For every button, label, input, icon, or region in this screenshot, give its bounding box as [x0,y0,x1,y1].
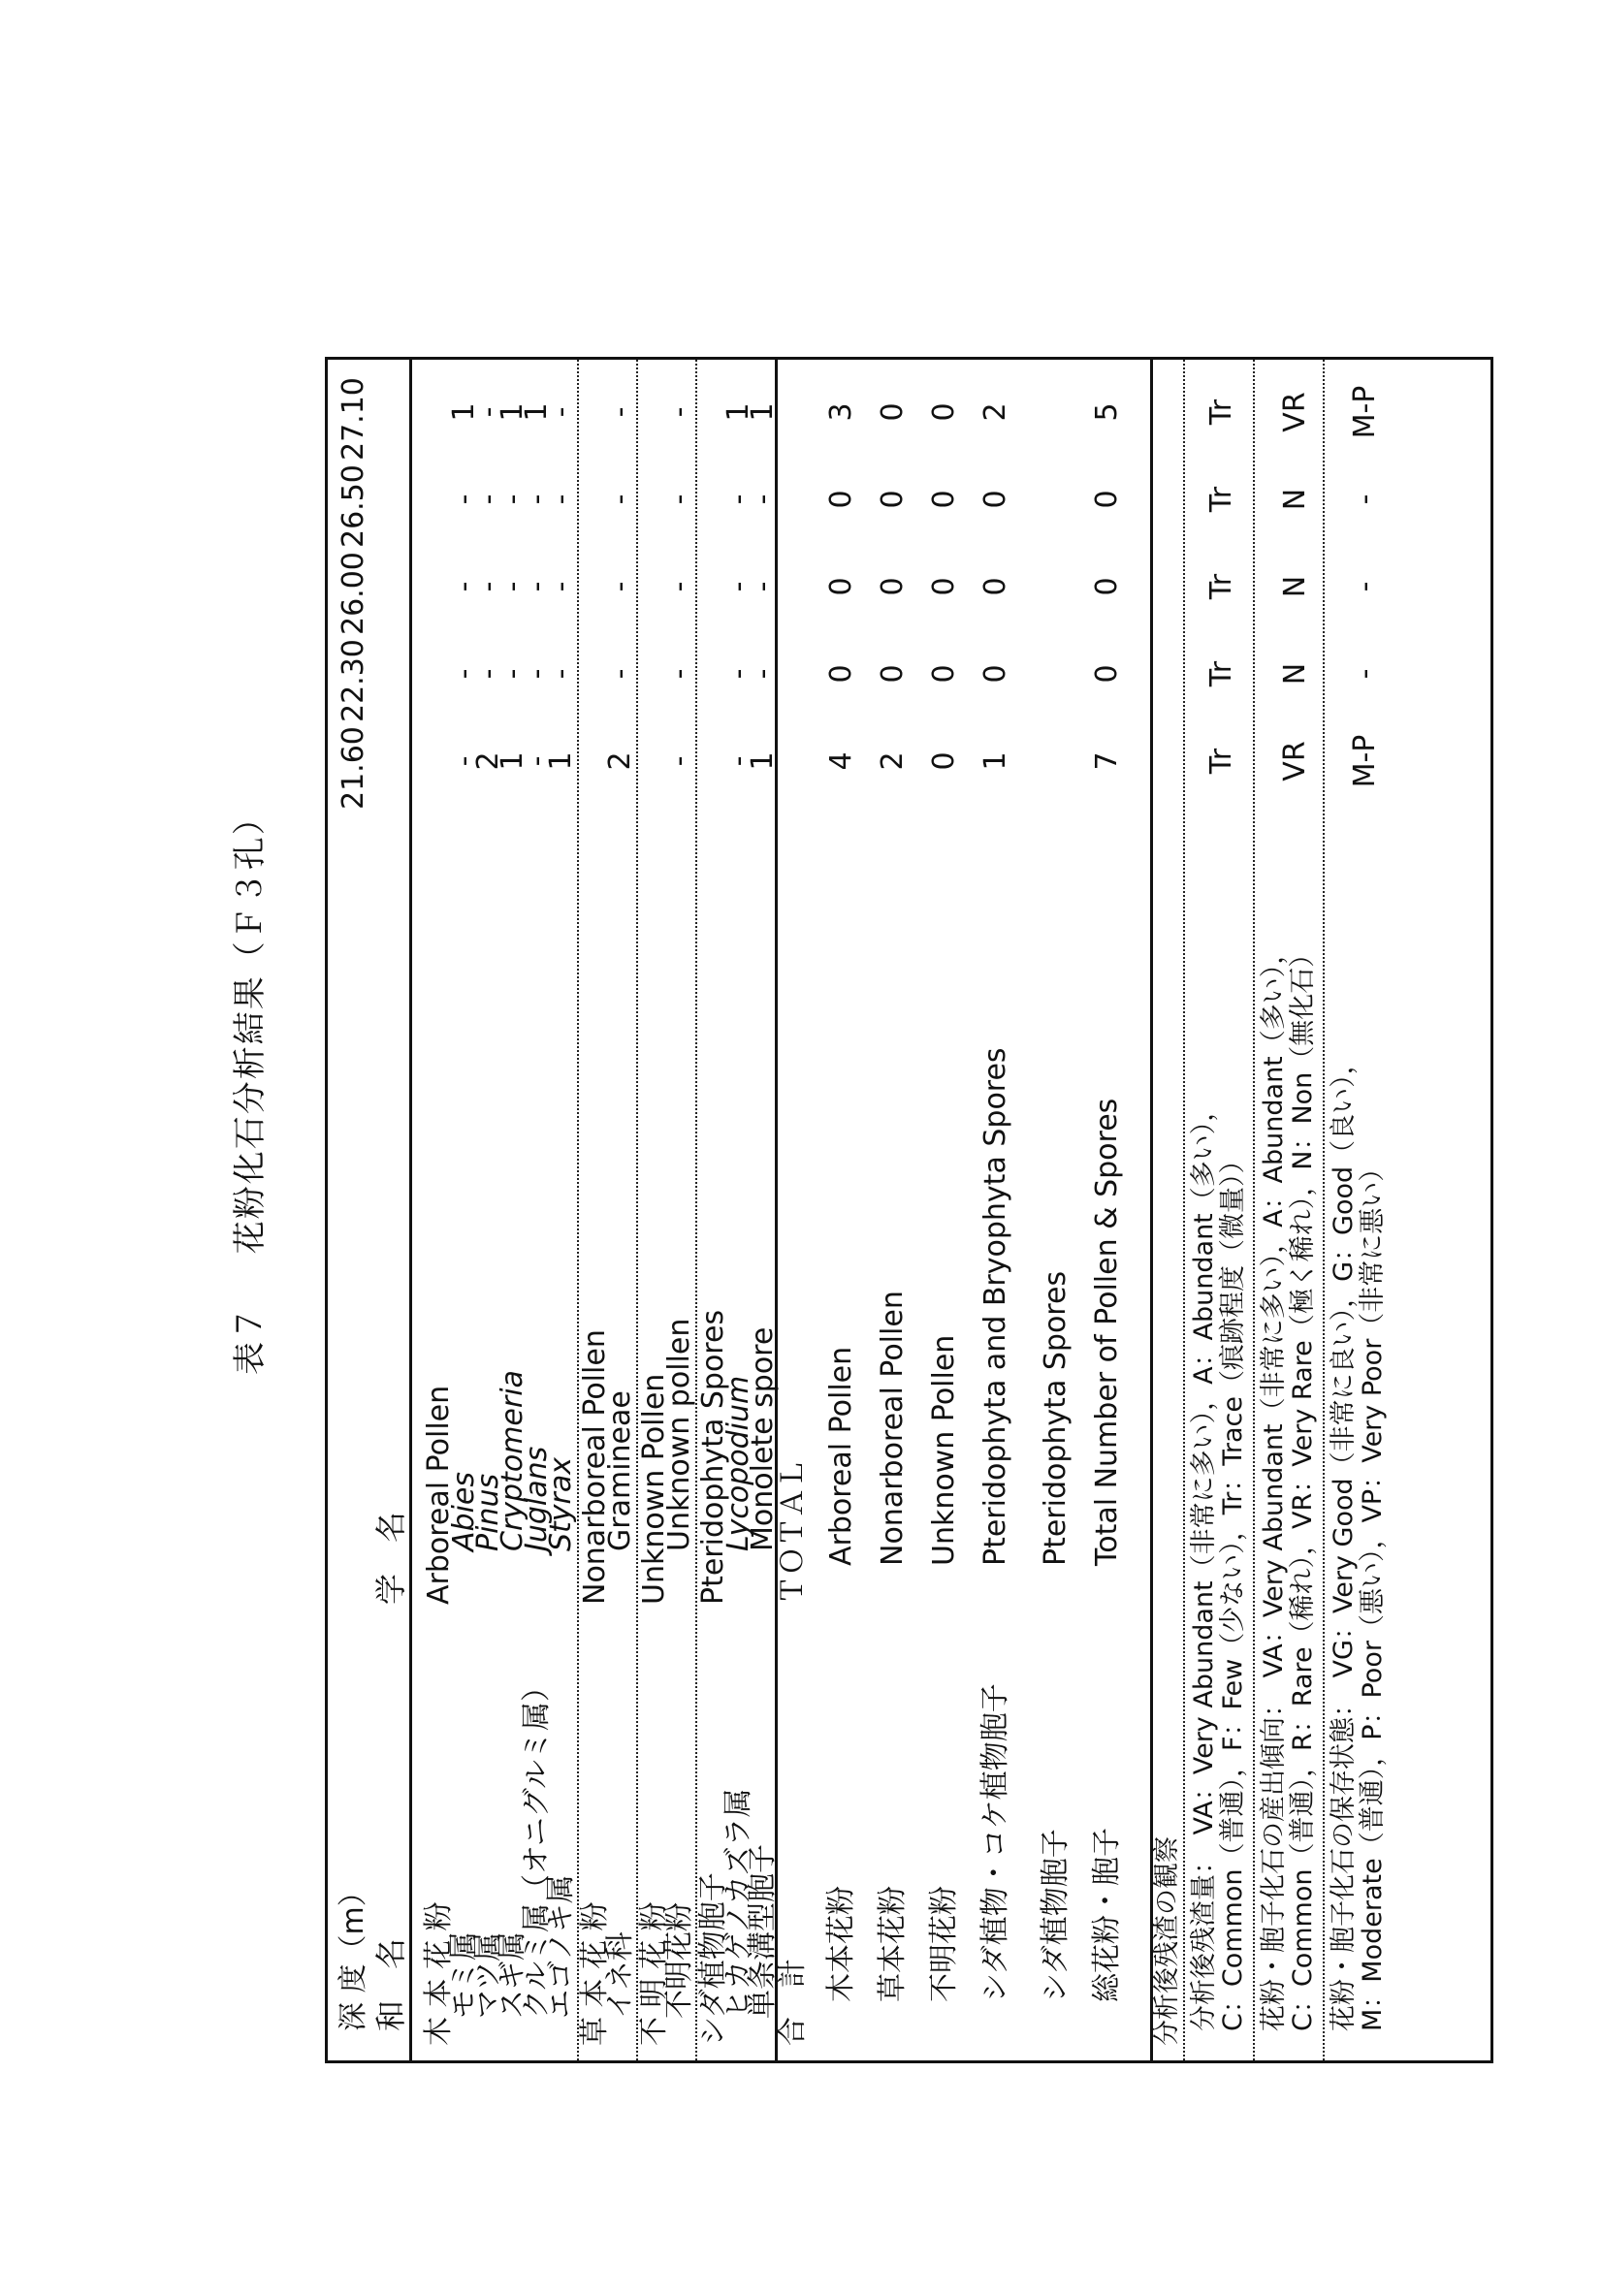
row-sci-name: Pinus [471,1473,505,1551]
total-row-jp-name: 総花粉・胞子 [1090,1828,1124,2002]
row-jp-name: マツ属 [471,1931,505,2019]
observation-value: Tr [1204,399,1238,426]
row-value: - [746,668,780,680]
row-sci-name: Styrax [544,1456,578,1551]
total-row-sci-name: Pteridophyta and Bryophyta Spores [978,1047,1012,1566]
row-value: - [496,581,529,592]
row-value: 1 [447,402,481,422]
row-value: - [447,581,481,592]
dotted-rule [577,360,579,2060]
total-row-value: 7 [1090,751,1124,771]
row-value: - [721,755,755,767]
row-value: - [662,494,696,505]
dotted-rule [1183,360,1185,2060]
total-row-value: 0 [927,664,961,684]
observation-line: 花粉・胞子化石の産出傾向： VA：Very Abundant（非常に多い），A：Abundant（多い）， [1259,938,1289,2031]
row-value: - [496,668,529,680]
row-sci-name: Gramineae [603,1390,637,1551]
observation-value: VR [1278,741,1312,781]
row-jp-name: 単条溝型胞子 [746,1844,780,2019]
section-rule [775,360,778,2060]
row-value: - [496,494,529,505]
row-value: - [544,494,578,505]
total-row-value: 0 [978,490,1012,509]
row-value: - [544,406,578,418]
row-jp-name: イネ科 [603,1931,637,2019]
row-value: - [520,581,554,592]
total-row-value: 0 [1090,490,1124,509]
sci-name-header: 学 名 [372,1511,409,1605]
row-jp-name: 不 明 花 粉 [637,1901,671,2046]
row-jp-name: モミ属 [447,1931,481,2019]
dotted-rule [1323,360,1325,2060]
row-jp-name: エゴノキ属 [544,1874,578,2019]
total-row-value: 0 [927,577,961,596]
dotted-rule [636,360,638,2060]
row-value: - [520,494,554,505]
observation-value: Tr [1204,573,1238,600]
row-jp-name: 不明花粉 [662,1902,696,2019]
row-value: - [662,581,696,592]
row-sci-name: Nonarboreal Pollen [578,1329,612,1605]
total-row-value: 0 [876,577,910,596]
total-row-value: 0 [876,490,910,509]
total-row-value: 0 [1090,664,1124,684]
total-row-value: 0 [978,664,1012,684]
observation-value: VR [1278,392,1312,432]
observation-value: Tr [1204,660,1238,687]
observation-value: N [1278,575,1312,598]
observation-value: M-P [1348,385,1382,439]
total-row-value: 5 [1090,402,1124,422]
total-row-value: 0 [824,490,858,509]
total-row-value: 0 [876,402,910,422]
header-rule [409,360,412,2060]
row-value: - [447,668,481,680]
row-value: 1 [496,402,529,422]
total-row-sci-name: Pteridophyta Spores [1039,1270,1073,1566]
row-value: 1 [520,402,554,422]
row-value: - [447,494,481,505]
observation-value: - [1348,581,1382,592]
depth-value: 27.10 [336,377,370,461]
observation-value: M-P [1348,734,1382,788]
total-row-value: 4 [824,751,858,771]
row-jp-name: 木 本 花 粉 [422,1901,456,2046]
total-row-jp-name: シダ植物・コケ植物胞子 [978,1683,1012,2002]
row-sci-name: Abies [447,1472,481,1551]
row-sci-name: Juglans [520,1446,554,1551]
row-value: - [721,494,755,505]
observation-line: 花粉・胞子化石の保存状態： VG：Very Good（非常に良い），G：Good（良い）， [1329,1048,1359,2031]
observation-value: N [1278,662,1312,686]
row-value: - [746,581,780,592]
section-rule [1150,360,1153,2060]
observation-line: C：Common（普通），F：Few（少ない），Tr：Trace（痕跡程度（微量）） [1218,1147,1248,2031]
totals-sci-title: ＴＯＴＡＬ [776,1459,810,1605]
row-value: - [471,494,505,505]
row-value: - [544,581,578,592]
jp-name-header: 和 名 [372,1937,409,2031]
row-value: - [471,581,505,592]
row-value: 2 [603,751,637,771]
row-sci-name: Lycopodium [721,1375,755,1551]
row-sci-name: Cryptomeria [496,1370,529,1551]
row-value: 1 [721,402,755,422]
row-value: - [471,668,505,680]
total-row-sci-name: Total Number of Pollen & Spores [1090,1098,1124,1566]
total-row-value: 0 [1090,577,1124,596]
dotted-rule [1253,360,1255,2060]
row-value: - [544,668,578,680]
total-row-jp-name: 木本花粉 [824,1886,858,2002]
row-value: 1 [496,751,529,771]
observation-line: M：Moderate（普通），P：Poor（悪い），VP：Very Poor（非常に悪い） [1358,1155,1388,2031]
dotted-rule [695,360,697,2060]
total-row-sci-name: Unknown Pollen [927,1334,961,1566]
total-row-value: 0 [927,402,961,422]
row-value: - [520,668,554,680]
depth-value: 26.50 [336,464,370,548]
pollen-table [325,357,1493,2063]
observations-title: 分析後残渣の観察 [1152,1836,1182,2046]
total-row-value: 0 [978,577,1012,596]
total-row-value: 0 [824,664,858,684]
row-value: - [603,581,637,592]
depth-header: 深 度（m） [336,1877,370,2031]
row-value: - [746,494,780,505]
total-row-jp-name: シダ植物胞子 [1039,1829,1073,2002]
depth-value: 22.30 [336,639,370,722]
total-row-jp-name: 不明花粉 [927,1886,961,2002]
table-caption [223,800,271,1375]
row-jp-name: クルミ属（オニグルミ属） [520,1673,554,2019]
observation-value: - [1348,494,1382,505]
depth-value: 21.60 [336,726,370,810]
row-value: - [447,755,481,767]
row-value: 1 [746,751,780,771]
total-row-value: 0 [876,664,910,684]
table-number: 表７ [231,1305,270,1375]
row-value: - [603,668,637,680]
total-row-value: 0 [824,577,858,596]
row-value: - [721,581,755,592]
total-row-value: 1 [978,751,1012,771]
row-value: - [603,406,637,418]
row-value: 1 [544,751,578,771]
depth-value: 26.00 [336,552,370,635]
totals-jp-title: 合 計 [776,1959,810,2046]
row-value: - [662,668,696,680]
observation-line: 分析後残渣量： VA：Very Abundant（非常に多い），A：Abundant（多い）， [1189,1095,1219,2031]
total-row-value: 3 [824,402,858,422]
table-title: 花粉化石分析結果（Ｆ３孔） [231,800,270,1255]
row-sci-name: Monolete spore [746,1326,780,1551]
total-row-value: 0 [927,751,961,771]
row-jp-name: スギ属 [496,1931,529,2019]
row-value: - [662,406,696,418]
row-value: - [603,494,637,505]
row-value: - [471,406,505,418]
row-sci-name: Pteridophyta Spores [696,1309,730,1605]
row-value: 1 [746,402,780,422]
total-row-value: 2 [876,751,910,771]
row-jp-name: ヒカゲノカズラ属 [721,1788,755,2019]
observation-line: C：Common（普通），R：Rare（稀れ），VR：Very Rare（極く稀れ），N：Non（無化石） [1288,941,1318,2031]
total-row-value: 0 [927,490,961,509]
row-value: 2 [471,751,505,771]
total-row-jp-name: 草本花粉 [876,1886,910,2002]
total-row-value: 2 [978,402,1012,422]
total-row-sci-name: Nonarboreal Pollen [876,1291,910,1566]
row-sci-name: Unknown pollen [662,1318,696,1551]
row-value: - [721,668,755,680]
row-value: - [520,755,554,767]
row-sci-name: Arboreal Pollen [422,1385,456,1605]
row-sci-name: Unknown Pollen [637,1373,671,1605]
observation-value: - [1348,668,1382,680]
observation-value: Tr [1204,748,1238,775]
observation-value: N [1278,488,1312,511]
row-jp-name: シダ植物胞子 [696,1872,730,2046]
observation-value: Tr [1204,486,1238,513]
row-jp-name: 草 本 花 粉 [578,1901,612,2046]
total-row-sci-name: Arboreal Pollen [824,1346,858,1566]
row-value: - [662,755,696,767]
